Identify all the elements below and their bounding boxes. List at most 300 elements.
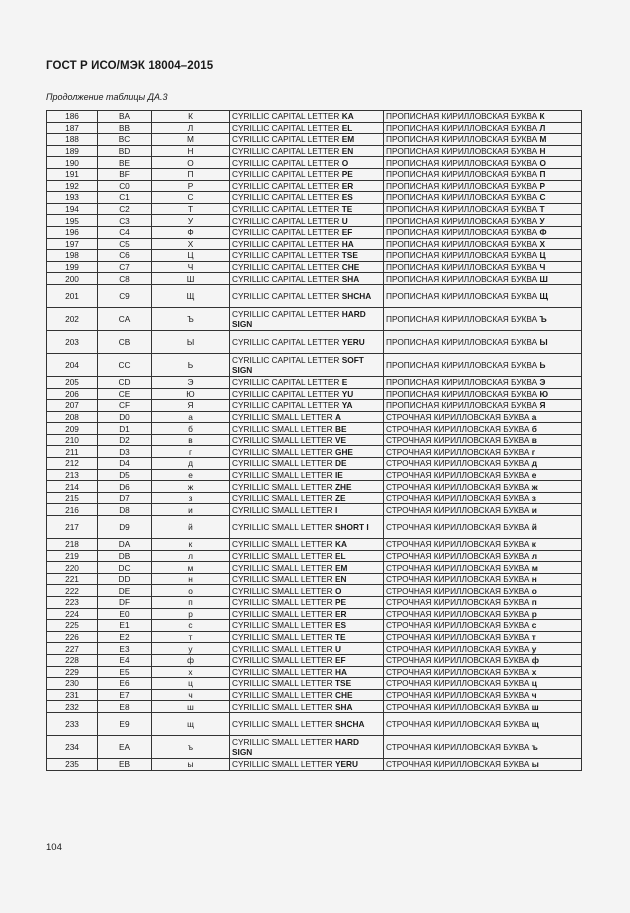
english-name-cell: [230, 353, 384, 376]
russian-name-prefix: СТРОЧНАЯ КИРИЛЛОВСКАЯ БУКВА: [386, 469, 532, 480]
hex-code-cell: C5: [98, 238, 152, 250]
russian-name-prefix: ПРОПИСНАЯ КИРИЛЛОВСКАЯ БУКВА: [386, 146, 540, 157]
hex-code-cell: C7: [98, 261, 152, 273]
russian-name-letter: ы: [531, 759, 539, 770]
russian-name-prefix: ПРОПИСНАЯ КИРИЛЛОВСКАЯ БУКВА: [386, 400, 540, 411]
russian-name-prefix: ПРОПИСНАЯ КИРИЛЛОВСКАЯ БУКВА: [386, 388, 540, 399]
english-name-letter: U: [334, 643, 341, 654]
english-name-prefix: CYRILLIC SMALL LETTER: [232, 643, 335, 654]
russian-name-prefix: СТРОЧНАЯ КИРИЛЛОВСКАЯ БУКВА: [386, 701, 532, 712]
table-row: [47, 597, 582, 609]
english-name-letter: GHE: [334, 446, 353, 457]
russian-name-prefix: СТРОЧНАЯ КИРИЛЛОВСКАЯ БУКВА: [386, 458, 532, 469]
english-name-cell: [230, 273, 384, 285]
glyph-cell: а: [152, 411, 230, 423]
glyph-cell: ж: [152, 481, 230, 493]
english-name-prefix: CYRILLIC SMALL LETTER: [232, 759, 335, 770]
russian-name-letter: Р: [539, 180, 546, 191]
hex-code-cell: C2: [98, 203, 152, 215]
russian-name-prefix: СТРОЧНАЯ КИРИЛЛОВСКАЯ БУКВА: [386, 643, 532, 654]
table-row: [47, 550, 582, 562]
english-name-letter: CHE: [341, 262, 360, 273]
russian-name-letter: ф: [531, 655, 540, 666]
russian-name-prefix: СТРОЧНАЯ КИРИЛЛОВСКАЯ БУКВА: [386, 585, 532, 596]
decimal-code-cell: 210: [47, 434, 98, 446]
russian-name-letter: к: [531, 539, 536, 550]
english-name-prefix: CYRILLIC CAPITAL LETTER: [232, 122, 342, 133]
english-name-cell: [230, 701, 384, 713]
glyph-cell: г: [152, 446, 230, 458]
table-row: [47, 330, 582, 353]
english-name-cell: [230, 411, 384, 423]
russian-name-cell: [384, 666, 582, 678]
english-name-prefix: CYRILLIC SMALL LETTER: [232, 690, 335, 701]
hex-code-cell: DB: [98, 550, 152, 562]
russian-name-prefix: СТРОЧНАЯ КИРИЛЛОВСКАЯ БУКВА: [386, 597, 532, 608]
hex-code-cell: DD: [98, 573, 152, 585]
english-name-cell: [230, 689, 384, 701]
glyph-cell: О: [152, 157, 230, 169]
decimal-code-cell: 220: [47, 562, 98, 574]
english-name-prefix: CYRILLIC SMALL LETTER: [232, 435, 335, 446]
hex-code-cell: E3: [98, 643, 152, 655]
decimal-code-cell: 234: [47, 735, 98, 758]
english-name-prefix: CYRILLIC SMALL LETTER: [232, 481, 335, 492]
english-name-prefix: CYRILLIC CAPITAL LETTER: [232, 227, 342, 238]
table-row: [47, 203, 582, 215]
table-row: [47, 226, 582, 238]
english-name-cell: [230, 562, 384, 574]
russian-name-cell: [384, 643, 582, 655]
english-name-prefix: CYRILLIC CAPITAL LETTER: [232, 388, 342, 399]
glyph-cell: ф: [152, 654, 230, 666]
russian-name-prefix: ПРОПИСНАЯ КИРИЛЛОВСКАЯ БУКВА: [386, 262, 540, 273]
english-name-prefix: CYRILLIC SMALL LETTER: [232, 522, 335, 533]
russian-name-cell: [384, 608, 582, 620]
english-name-cell: [230, 111, 384, 123]
russian-name-prefix: СТРОЧНАЯ КИРИЛЛОВСКАЯ БУКВА: [386, 504, 532, 515]
russian-name-cell: [384, 573, 582, 585]
decimal-code-cell: 221: [47, 573, 98, 585]
decimal-code-cell: 200: [47, 273, 98, 285]
russian-name-cell: [384, 273, 582, 285]
hex-code-cell: DF: [98, 597, 152, 609]
table-row: [47, 573, 582, 585]
russian-name-letter: Н: [539, 146, 546, 157]
russian-name-letter: р: [531, 608, 537, 619]
table-row: [47, 250, 582, 262]
english-name-letter: I: [334, 504, 338, 515]
english-name-cell: [230, 539, 384, 551]
english-name-cell: [230, 643, 384, 655]
table-row: [47, 516, 582, 539]
english-name-letter: EM: [341, 134, 355, 145]
russian-name-cell: [384, 550, 582, 562]
russian-name-cell: [384, 168, 582, 180]
russian-name-prefix: СТРОЧНАЯ КИРИЛЛОВСКАЯ БУКВА: [386, 718, 532, 729]
english-name-prefix: CYRILLIC CAPITAL LETTER: [232, 192, 342, 203]
russian-name-cell: [384, 400, 582, 412]
hex-code-cell: D9: [98, 516, 152, 539]
english-name-cell: [230, 573, 384, 585]
russian-name-cell: [384, 469, 582, 481]
russian-name-prefix: СТРОЧНАЯ КИРИЛЛОВСКАЯ БУКВА: [386, 608, 532, 619]
russian-name-letter: С: [539, 192, 546, 203]
english-name-cell: [230, 631, 384, 643]
hex-code-cell: DA: [98, 539, 152, 551]
english-name-cell: [230, 180, 384, 192]
english-name-letter: ER: [334, 608, 347, 619]
english-name-letter: SOFT SIGN: [232, 354, 364, 375]
page-header-title: ГОСТ Р ИСО/МЭК 18004–2015: [46, 60, 214, 72]
table-row: [47, 712, 582, 735]
russian-name-letter: а: [531, 411, 537, 422]
russian-name-prefix: ПРОПИСНАЯ КИРИЛЛОВСКАЯ БУКВА: [386, 377, 540, 388]
russian-name-cell: [384, 516, 582, 539]
russian-name-letter: Ц: [539, 250, 546, 261]
hex-code-cell: CF: [98, 400, 152, 412]
hex-code-cell: D5: [98, 469, 152, 481]
russian-name-prefix: ПРОПИСНАЯ КИРИЛЛОВСКАЯ БУКВА: [386, 111, 540, 122]
russian-name-letter: г: [531, 446, 536, 457]
english-name-letter: IE: [334, 469, 343, 480]
glyph-cell: ы: [152, 758, 230, 770]
english-name-prefix: CYRILLIC CAPITAL LETTER: [232, 157, 342, 168]
hex-code-cell: E7: [98, 689, 152, 701]
english-name-prefix: CYRILLIC CAPITAL LETTER: [232, 111, 342, 122]
english-name-cell: [230, 735, 384, 758]
russian-name-prefix: ПРОПИСНАЯ КИРИЛЛОВСКАЯ БУКВА: [386, 169, 540, 180]
table-row: [47, 434, 582, 446]
table-row: [47, 180, 582, 192]
glyph-cell: х: [152, 666, 230, 678]
russian-name-letter: т: [531, 632, 536, 643]
hex-code-cell: BD: [98, 145, 152, 157]
russian-name-prefix: ПРОПИСНАЯ КИРИЛЛОВСКАЯ БУКВА: [386, 192, 540, 203]
glyph-cell: д: [152, 458, 230, 470]
glyph-cell: Ю: [152, 388, 230, 400]
hex-code-cell: CE: [98, 388, 152, 400]
decimal-code-cell: 205: [47, 376, 98, 388]
russian-name-letter: п: [531, 597, 537, 608]
russian-name-prefix: СТРОЧНАЯ КИРИЛЛОВСКАЯ БУКВА: [386, 493, 532, 504]
table-row: [47, 168, 582, 180]
russian-name-cell: [384, 654, 582, 666]
hex-code-cell: CB: [98, 330, 152, 353]
english-name-prefix: CYRILLIC SMALL LETTER: [232, 597, 335, 608]
table-row: [47, 654, 582, 666]
hex-code-cell: C9: [98, 284, 152, 307]
russian-name-letter: Л: [539, 122, 546, 133]
english-name-prefix: CYRILLIC SMALL LETTER: [232, 655, 335, 666]
table-row: [47, 261, 582, 273]
table-row: [47, 238, 582, 250]
english-name-letter: EN: [334, 574, 347, 585]
hex-code-cell: D1: [98, 423, 152, 435]
english-name-cell: [230, 550, 384, 562]
glyph-cell: Л: [152, 122, 230, 134]
russian-name-letter: и: [531, 504, 537, 515]
table-row: [47, 273, 582, 285]
glyph-cell: С: [152, 192, 230, 204]
english-name-cell: [230, 481, 384, 493]
russian-name-prefix: ПРОПИСНАЯ КИРИЛЛОВСКАЯ БУКВА: [386, 238, 540, 249]
english-name-letter: HA: [341, 238, 354, 249]
decimal-code-cell: 208: [47, 411, 98, 423]
russian-name-letter: д: [531, 458, 538, 469]
glyph-cell: е: [152, 469, 230, 481]
russian-name-prefix: ПРОПИСНАЯ КИРИЛЛОВСКАЯ БУКВА: [386, 134, 540, 145]
english-name-prefix: CYRILLIC SMALL LETTER: [232, 469, 335, 480]
decimal-code-cell: 229: [47, 666, 98, 678]
russian-name-letter: у: [531, 643, 537, 654]
glyph-cell: ц: [152, 678, 230, 690]
english-name-cell: [230, 261, 384, 273]
glyph-cell: Щ: [152, 284, 230, 307]
english-name-letter: EN: [341, 146, 354, 157]
russian-name-cell: [384, 504, 582, 516]
decimal-code-cell: 212: [47, 458, 98, 470]
table-row: [47, 284, 582, 307]
english-name-cell: [230, 492, 384, 504]
russian-name-cell: [384, 492, 582, 504]
decimal-code-cell: 191: [47, 168, 98, 180]
glyph-cell: У: [152, 215, 230, 227]
english-name-letter: TE: [341, 204, 353, 215]
table-row: [47, 400, 582, 412]
glyph-cell: ъ: [152, 735, 230, 758]
russian-name-cell: [384, 562, 582, 574]
english-name-letter: YERU: [334, 759, 359, 770]
table-row: [47, 539, 582, 551]
russian-name-cell: [384, 631, 582, 643]
english-name-prefix: CYRILLIC SMALL LETTER: [232, 666, 335, 677]
russian-name-prefix: СТРОЧНАЯ КИРИЛЛОВСКАЯ БУКВА: [386, 481, 532, 492]
russian-name-cell: [384, 758, 582, 770]
hex-code-cell: E0: [98, 608, 152, 620]
russian-name-letter: щ: [531, 718, 539, 729]
english-name-cell: [230, 238, 384, 250]
russian-name-prefix: СТРОЧНАЯ КИРИЛЛОВСКАЯ БУКВА: [386, 522, 532, 533]
russian-name-prefix: СТРОЧНАЯ КИРИЛЛОВСКАЯ БУКВА: [386, 550, 532, 561]
glyph-cell: Ф: [152, 226, 230, 238]
english-name-prefix: CYRILLIC SMALL LETTER: [232, 736, 335, 747]
hex-code-cell: C4: [98, 226, 152, 238]
english-name-letter: TSE: [334, 678, 352, 689]
english-name-prefix: CYRILLIC CAPITAL LETTER: [232, 354, 342, 365]
russian-name-prefix: ПРОПИСНАЯ КИРИЛЛОВСКАЯ БУКВА: [386, 290, 540, 301]
english-name-letter: YA: [341, 400, 353, 411]
glyph-cell: й: [152, 516, 230, 539]
russian-name-letter: Ф: [539, 227, 547, 238]
russian-name-letter: Я: [539, 400, 546, 411]
english-name-prefix: CYRILLIC SMALL LETTER: [232, 550, 335, 561]
hex-code-cell: D3: [98, 446, 152, 458]
table-row: [47, 411, 582, 423]
english-name-letter: CHE: [334, 690, 353, 701]
english-name-prefix: CYRILLIC SMALL LETTER: [232, 493, 335, 504]
english-name-cell: [230, 192, 384, 204]
russian-name-letter: П: [539, 169, 546, 180]
english-name-prefix: CYRILLIC CAPITAL LETTER: [232, 146, 342, 157]
russian-name-prefix: СТРОЧНАЯ КИРИЛЛОВСКАЯ БУКВА: [386, 446, 532, 457]
table-row: [47, 388, 582, 400]
decimal-code-cell: 228: [47, 654, 98, 666]
russian-name-prefix: ПРОПИСНАЯ КИРИЛЛОВСКАЯ БУКВА: [386, 204, 540, 215]
glyph-cell: Ь: [152, 353, 230, 376]
glyph-cell: Э: [152, 376, 230, 388]
russian-name-prefix: СТРОЧНАЯ КИРИЛЛОВСКАЯ БУКВА: [386, 741, 532, 752]
russian-name-prefix: ПРОПИСНАЯ КИРИЛЛОВСКАЯ БУКВА: [386, 273, 540, 284]
english-name-letter: SHA: [341, 273, 360, 284]
russian-name-cell: [384, 111, 582, 123]
decimal-code-cell: 186: [47, 111, 98, 123]
glyph-cell: о: [152, 585, 230, 597]
english-name-cell: [230, 758, 384, 770]
hex-code-cell: BA: [98, 111, 152, 123]
hex-code-cell: CA: [98, 307, 152, 330]
russian-name-cell: [384, 157, 582, 169]
english-name-cell: [230, 712, 384, 735]
glyph-cell: Ы: [152, 330, 230, 353]
russian-name-prefix: СТРОЧНАЯ КИРИЛЛОВСКАЯ БУКВА: [386, 435, 532, 446]
english-name-cell: [230, 608, 384, 620]
english-name-letter: TSE: [341, 250, 358, 261]
table-row: [47, 307, 582, 330]
english-name-letter: ZHE: [334, 481, 352, 492]
table-row: [47, 758, 582, 770]
english-name-cell: [230, 134, 384, 146]
hex-code-cell: D7: [98, 492, 152, 504]
russian-name-prefix: ПРОПИСНАЯ КИРИЛЛОВСКАЯ БУКВА: [386, 359, 540, 370]
table-row: [47, 192, 582, 204]
russian-name-cell: [384, 423, 582, 435]
english-name-cell: [230, 666, 384, 678]
hex-code-cell: E6: [98, 678, 152, 690]
english-name-prefix: CYRILLIC SMALL LETTER: [232, 539, 335, 550]
glyph-cell: Ц: [152, 250, 230, 262]
russian-name-cell: [384, 689, 582, 701]
english-name-prefix: CYRILLIC SMALL LETTER: [232, 585, 335, 596]
russian-name-letter: з: [531, 493, 536, 504]
english-name-letter: U: [341, 215, 348, 226]
russian-name-prefix: СТРОЧНАЯ КИРИЛЛОВСКАЯ БУКВА: [386, 690, 532, 701]
character-table: [46, 110, 582, 771]
russian-name-cell: [384, 388, 582, 400]
english-name-cell: [230, 376, 384, 388]
russian-name-prefix: СТРОЧНАЯ КИРИЛЛОВСКАЯ БУКВА: [386, 759, 532, 770]
hex-code-cell: C8: [98, 273, 152, 285]
russian-name-prefix: СТРОЧНАЯ КИРИЛЛОВСКАЯ БУКВА: [386, 632, 532, 643]
glyph-cell: Ъ: [152, 307, 230, 330]
decimal-code-cell: 215: [47, 492, 98, 504]
glyph-cell: Н: [152, 145, 230, 157]
english-name-letter: DE: [334, 458, 347, 469]
english-name-letter: HARD SIGN: [232, 736, 359, 757]
hex-code-cell: E8: [98, 701, 152, 713]
english-name-letter: EF: [334, 655, 346, 666]
table-row: [47, 585, 582, 597]
english-name-prefix: CYRILLIC CAPITAL LETTER: [232, 262, 342, 273]
russian-name-cell: [384, 307, 582, 330]
russian-name-prefix: ПРОПИСНАЯ КИРИЛЛОВСКАЯ БУКВА: [386, 180, 540, 191]
glyph-cell: и: [152, 504, 230, 516]
english-name-cell: [230, 678, 384, 690]
hex-code-cell: E9: [98, 712, 152, 735]
table-row: [47, 376, 582, 388]
glyph-cell: щ: [152, 712, 230, 735]
english-name-prefix: CYRILLIC CAPITAL LETTER: [232, 273, 342, 284]
decimal-code-cell: 225: [47, 620, 98, 632]
hex-code-cell: EB: [98, 758, 152, 770]
english-name-cell: [230, 469, 384, 481]
russian-name-letter: К: [539, 111, 545, 122]
english-name-prefix: CYRILLIC CAPITAL LETTER: [232, 238, 342, 249]
glyph-cell: у: [152, 643, 230, 655]
hex-code-cell: BF: [98, 168, 152, 180]
decimal-code-cell: 230: [47, 678, 98, 690]
english-name-letter: ZE: [334, 493, 346, 504]
english-name-prefix: CYRILLIC SMALL LETTER: [232, 608, 335, 619]
hex-code-cell: D2: [98, 434, 152, 446]
russian-name-letter: е: [531, 469, 537, 480]
english-name-letter: EM: [334, 562, 348, 573]
english-name-letter: E: [341, 377, 348, 388]
glyph-cell: п: [152, 597, 230, 609]
english-name-prefix: CYRILLIC SMALL LETTER: [232, 446, 335, 457]
english-name-prefix: CYRILLIC SMALL LETTER: [232, 678, 335, 689]
english-name-cell: [230, 458, 384, 470]
russian-name-letter: ш: [531, 701, 539, 712]
english-name-letter: KA: [341, 111, 354, 122]
english-name-prefix: CYRILLIC CAPITAL LETTER: [232, 400, 342, 411]
table-row: [47, 111, 582, 123]
decimal-code-cell: 194: [47, 203, 98, 215]
table-row: [47, 643, 582, 655]
russian-name-letter: л: [531, 550, 538, 561]
hex-code-cell: CD: [98, 376, 152, 388]
glyph-cell: Р: [152, 180, 230, 192]
glyph-cell: м: [152, 562, 230, 574]
russian-name-cell: [384, 458, 582, 470]
decimal-code-cell: 196: [47, 226, 98, 238]
decimal-code-cell: 198: [47, 250, 98, 262]
russian-name-letter: ъ: [531, 741, 538, 752]
russian-name-letter: б: [531, 423, 537, 434]
hex-code-cell: C3: [98, 215, 152, 227]
russian-name-letter: У: [539, 215, 545, 226]
hex-code-cell: D4: [98, 458, 152, 470]
russian-name-prefix: СТРОЧНАЯ КИРИЛЛОВСКАЯ БУКВА: [386, 539, 532, 550]
table-row: [47, 157, 582, 169]
russian-name-cell: [384, 134, 582, 146]
hex-code-cell: C6: [98, 250, 152, 262]
english-name-letter: ES: [334, 620, 347, 631]
table-row: [47, 458, 582, 470]
decimal-code-cell: 193: [47, 192, 98, 204]
russian-name-letter: Ш: [539, 273, 548, 284]
english-name-prefix: CYRILLIC CAPITAL LETTER: [232, 215, 342, 226]
russian-name-cell: [384, 145, 582, 157]
russian-name-prefix: ПРОПИСНАЯ КИРИЛЛОВСКАЯ БУКВА: [386, 215, 540, 226]
table-caption: Продолжение таблицы ДА.3: [46, 92, 168, 102]
english-name-cell: [230, 203, 384, 215]
page-number: 104: [46, 842, 62, 853]
russian-name-letter: с: [531, 620, 537, 631]
decimal-code-cell: 231: [47, 689, 98, 701]
hex-code-cell: D0: [98, 411, 152, 423]
table-row: [47, 701, 582, 713]
